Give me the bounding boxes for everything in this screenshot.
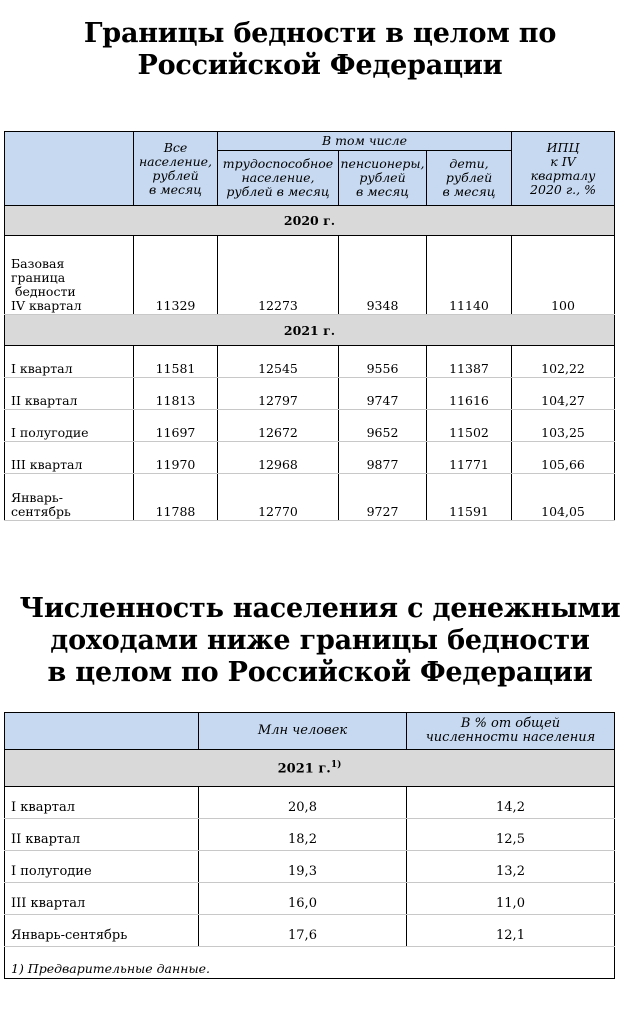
cell-value: 11581 (134, 346, 218, 378)
cell-value: 11771 (427, 442, 512, 474)
cell-value: 13,2 (407, 851, 615, 883)
cell-value: 11788 (134, 474, 218, 521)
table-row (5, 442, 615, 474)
cell-value: 11591 (427, 474, 512, 521)
table-row (5, 883, 615, 915)
cell-value: 9747 (339, 378, 427, 410)
header-all-population: Все население, рублей в месяц (134, 132, 218, 206)
population-below-poverty-table (4, 712, 615, 979)
table-row (5, 819, 615, 851)
header-children: дети, рублей в месяц (427, 151, 512, 206)
cell-value: 11813 (134, 378, 218, 410)
cell-value: 14,2 (407, 787, 615, 819)
population-below-poverty-title (0, 593, 640, 689)
table-row (5, 346, 615, 378)
cell-value: 11697 (134, 410, 218, 442)
row-label: II квартал (5, 819, 199, 851)
header-empty-cell (5, 132, 134, 206)
cell-value: 11387 (427, 346, 512, 378)
row-label: Базовая граница бедности IV квартал (5, 236, 134, 315)
title-line: в целом по Российской Федерации (47, 657, 593, 688)
cell-value: 19,3 (199, 851, 407, 883)
header-working-population: трудоспособное население, рублей в месяц (218, 151, 339, 206)
row-label: I полугодие (5, 410, 134, 442)
cell-value: 11970 (134, 442, 218, 474)
cell-value: 9877 (339, 442, 427, 474)
cell-value: 11502 (427, 410, 512, 442)
cell-value: 16,0 (199, 883, 407, 915)
row-label: II квартал (5, 378, 134, 410)
header-mln-people: Млн человек (199, 713, 407, 750)
row-label: I квартал (5, 787, 199, 819)
table-row (5, 378, 615, 410)
cell-value: 9556 (339, 346, 427, 378)
poverty-line-table (4, 131, 615, 521)
year-row-2021: 2021 г. (5, 315, 615, 346)
cell-value: 104,05 (512, 474, 615, 521)
cell-value: 12770 (218, 474, 339, 521)
title-line: доходами ниже границы бедности (50, 625, 590, 656)
cell-value: 18,2 (199, 819, 407, 851)
cell-value: 12273 (218, 236, 339, 315)
cell-value: 104,27 (512, 378, 615, 410)
row-label: I полугодие (5, 851, 199, 883)
cell-value: 12,5 (407, 819, 615, 851)
poverty-line-title (0, 18, 640, 82)
title-line: Границы бедности в целом по (83, 18, 557, 49)
footnote: 1) Предварительные данные. (5, 947, 615, 979)
cell-value: 11,0 (407, 883, 615, 915)
title-line: Российской Федерации (137, 50, 503, 81)
cell-value: 17,6 (199, 915, 407, 947)
header-empty-cell (5, 713, 199, 750)
row-label: Январь-сентябрь (5, 915, 199, 947)
table-row (5, 236, 615, 315)
cell-value: 9348 (339, 236, 427, 315)
row-label: III квартал (5, 442, 134, 474)
title-line: Численность населения с денежными (19, 593, 621, 624)
row-label: Январь- сентябрь (5, 474, 134, 521)
cell-value: 12,1 (407, 915, 615, 947)
cell-value: 100 (512, 236, 615, 315)
table-row (5, 851, 615, 883)
year-row-2021: 2021 г.$^{1)}$ (5, 750, 615, 787)
row-label: I квартал (5, 346, 134, 378)
cell-value: 105,66 (512, 442, 615, 474)
table-row (5, 410, 615, 442)
year-row-2020: 2020 г. (5, 206, 615, 236)
cell-value: 20,8 (199, 787, 407, 819)
header-cpi: ИПЦ к IV кварталу 2020 г., % (512, 132, 615, 206)
table-row (5, 474, 615, 521)
cell-value: 12968 (218, 442, 339, 474)
cell-value: 9727 (339, 474, 427, 521)
table-row (5, 915, 615, 947)
cell-value: 11140 (427, 236, 512, 315)
cell-value: 12797 (218, 378, 339, 410)
cell-value: 12672 (218, 410, 339, 442)
cell-value: 11329 (134, 236, 218, 315)
footnote-mark: 1) (330, 759, 342, 770)
cell-value: 102,22 (512, 346, 615, 378)
header-pensioners: пенсионеры, рублей в месяц (339, 151, 427, 206)
table-row (5, 787, 615, 819)
header-percent-of-total: В % от общей численности населения (407, 713, 615, 750)
cell-value: 9652 (339, 410, 427, 442)
cell-value: 12545 (218, 346, 339, 378)
header-group-including: В том числе (218, 132, 512, 151)
row-label: III квартал (5, 883, 199, 915)
cell-value: 11616 (427, 378, 512, 410)
cell-value: 103,25 (512, 410, 615, 442)
